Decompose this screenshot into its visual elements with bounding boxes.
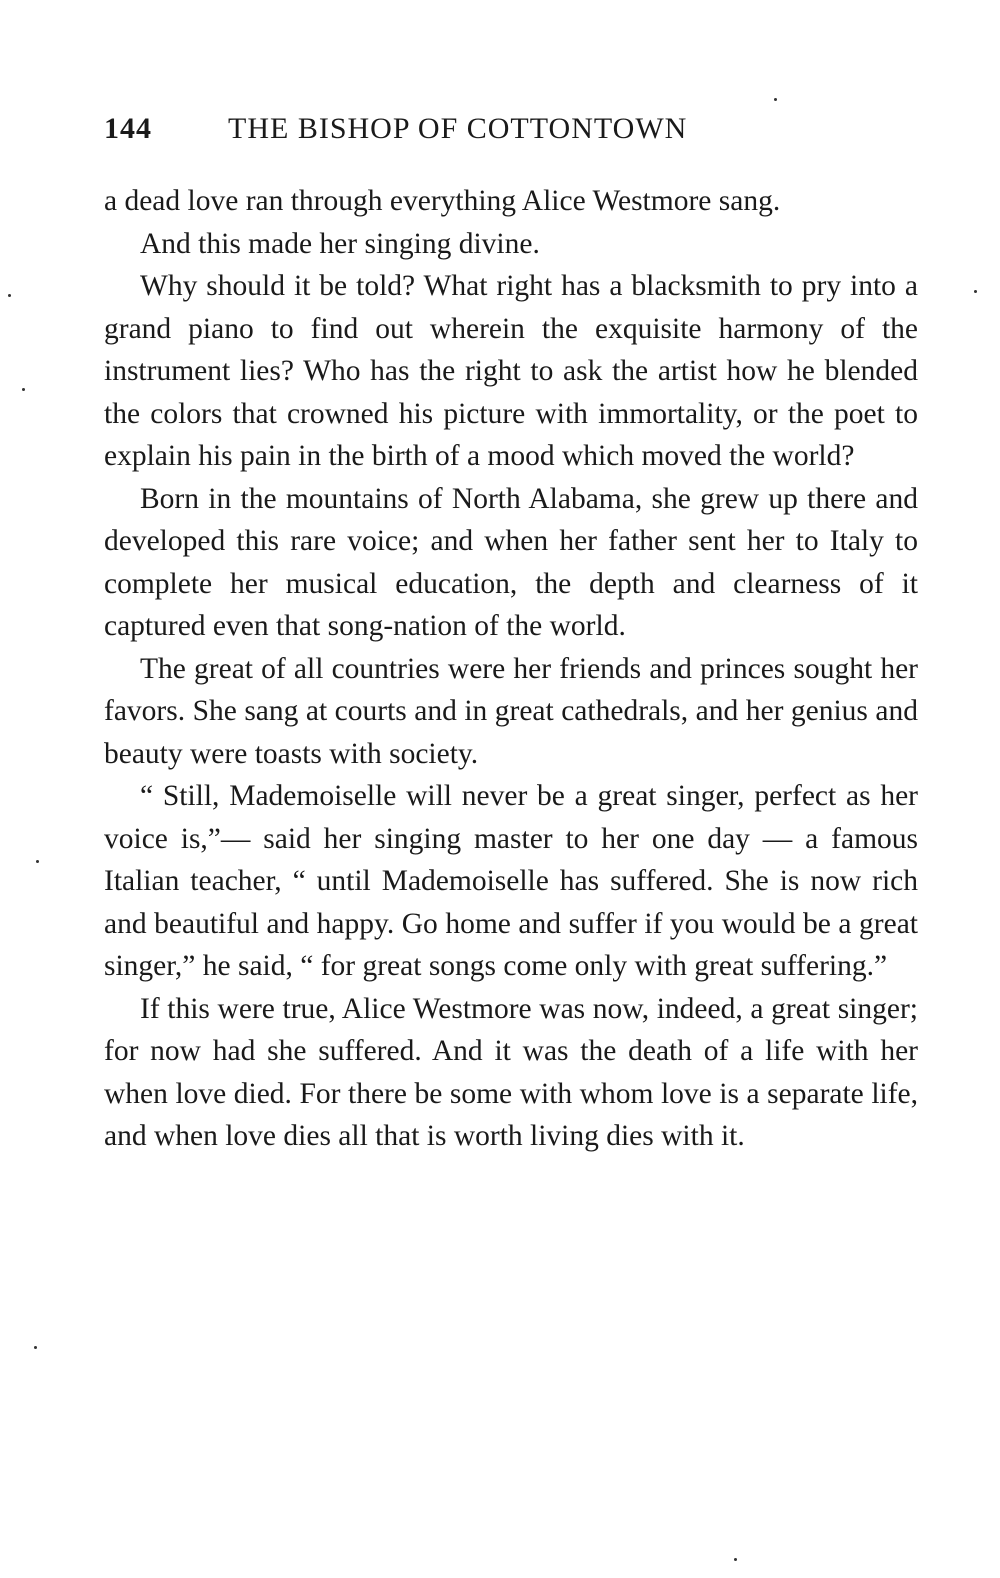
- scan-speck: [774, 98, 777, 101]
- page-number: 144: [104, 112, 152, 145]
- scan-speck: [974, 290, 977, 293]
- body-text: [104, 180, 918, 1158]
- running-head: [104, 112, 918, 160]
- paragraph: Born in the mountains of North Alabama, she grew up there and developed this rare voice; and when her father sent her to Italy to complete her musical education, the depth and clearness of it captured even that song-nation of the world.: [104, 482, 918, 642]
- scan-speck: [734, 1558, 737, 1561]
- scan-speck: [8, 294, 11, 297]
- scan-speck: [22, 388, 25, 391]
- paragraph: If this were true, Alice Westmore was now, indeed, a great singer; for now had she suffered. And it was the death of a life with her when love died. For there be some with whom love is a separate life, and when love dies all that is worth living dies with it.: [104, 992, 918, 1152]
- paragraph-continued: a dead love ran through everything Alice Westmore sang.: [104, 185, 781, 217]
- paragraph: The great of all countries were her friends and princes sought her favors. She sang at courts and in great cathedrals, and her genius and beauty were toasts with society.: [104, 652, 918, 770]
- scan-speck: [34, 1346, 37, 1349]
- scan-speck: [36, 860, 39, 863]
- paragraph: And this made her singing divine.: [140, 227, 540, 260]
- paragraph: Why should it be told? What right has a blacksmith to pry into a grand piano to find out wherein the exquisite harmony of the instrument lies? Who has the right to ask the artist how he blended the colors that crowned his picture with immortality, or the poet to explain his pain in the birth of a mood which moved the world?: [104, 270, 918, 472]
- paragraph: “ Still, Mademoiselle will never be a great singer, perfect as her voice is,”— said her singing master to her one day — a famous Italian teacher, “ until Mademoiselle has suffered. She is now rich and beautiful and happy. Go home and suffer if you would be a great singer,” he said, “ for great songs come only with great suffering.”: [104, 780, 918, 982]
- book-title: THE BISHOP OF COTTONTOWN: [228, 112, 688, 145]
- book-page: [104, 112, 918, 1158]
